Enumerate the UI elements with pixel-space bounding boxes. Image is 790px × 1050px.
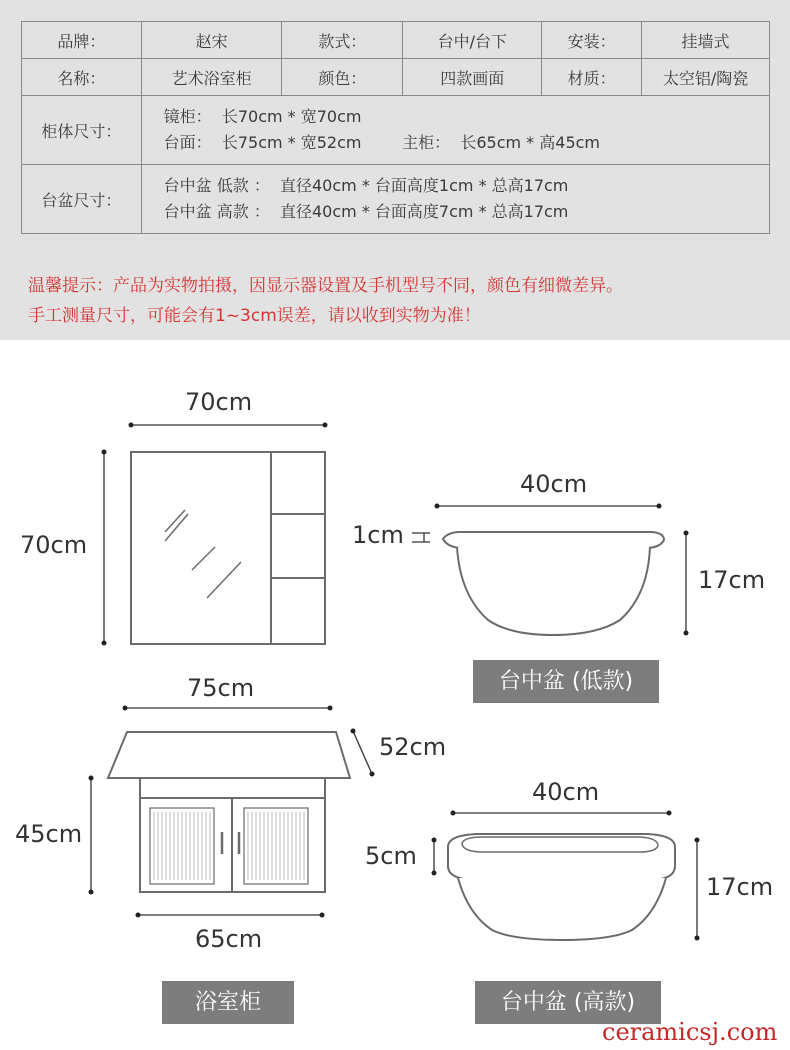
counter-depth-label: 52cm xyxy=(379,733,447,761)
basin-size-line1: 台中盆 低款 ： 直径40cm * 台面高度1cm * 总高17cm xyxy=(163,176,569,195)
material-value: 太空铝/陶瓷 xyxy=(642,59,770,96)
high-basin-diameter-label: 40cm xyxy=(532,778,600,806)
cabinet-height-label: 45cm xyxy=(15,820,83,848)
style-value: 台中/台下 xyxy=(403,22,542,59)
color-value: 四款画面 xyxy=(403,59,542,96)
counter-length-label: 75cm xyxy=(187,674,255,702)
low-basin-drawing xyxy=(443,532,664,635)
mirror-cabinet-drawing xyxy=(131,452,325,644)
notice-line2: 手工测量尺寸，可能会有1~3cm误差，请以收到实物为准！ xyxy=(28,306,481,326)
counter-depth-dimension xyxy=(353,731,372,774)
brand-value: 赵宋 xyxy=(141,22,282,59)
caption-cabinet: 浴室柜 xyxy=(162,981,294,1024)
low-basin-diameter-label: 40cm xyxy=(520,470,588,498)
notice-line1: 温馨提示：产品为实物拍摄，因显示器设置及手机型号不同，颜色有细微差异。 xyxy=(28,276,623,296)
material-label: 材质： xyxy=(542,59,642,96)
name-value: 艺术浴室柜 xyxy=(141,59,282,96)
bathroom-cabinet-drawing xyxy=(108,732,350,892)
mirror-width-label: 70cm xyxy=(185,388,253,416)
caption-high-basin: 台中盆 (高款) xyxy=(475,981,661,1024)
cabinet-size-line1: 镜柜： 长70cm * 宽70cm xyxy=(163,107,362,126)
brand-label: 品牌： xyxy=(22,22,142,59)
install-label: 安装： xyxy=(542,22,642,59)
high-basin-height-label: 17cm xyxy=(706,873,774,901)
name-label: 名称： xyxy=(22,59,142,96)
cabinet-size-label: 柜体尺寸： xyxy=(22,96,142,165)
style-label: 款式： xyxy=(282,22,403,59)
high-basin-rim-label: 5cm xyxy=(365,842,417,870)
basin-size-label: 台盆尺寸： xyxy=(22,165,142,234)
low-basin-rim-label: 1cm xyxy=(352,521,404,549)
high-basin-drawing xyxy=(448,834,675,940)
basin-size-line2: 台中盆 高款 ： 直径40cm * 台面高度7cm * 总高17cm xyxy=(163,202,569,221)
cabinet-width-label: 65cm xyxy=(195,925,263,953)
install-value: 挂墙式 xyxy=(642,22,770,59)
cabinet-size-line2: 台面： 长75cm * 宽52cm 主柜： 长65cm * 高45cm xyxy=(163,133,601,152)
mirror-height-label: 70cm xyxy=(20,531,88,559)
low-basin-rim-dimension xyxy=(412,533,430,542)
low-basin-height-label: 17cm xyxy=(698,566,766,594)
caption-low-basin: 台中盆 (低款) xyxy=(473,660,659,703)
color-label: 颜色： xyxy=(282,59,403,96)
watermark: ceramicsj.com xyxy=(602,1018,778,1046)
